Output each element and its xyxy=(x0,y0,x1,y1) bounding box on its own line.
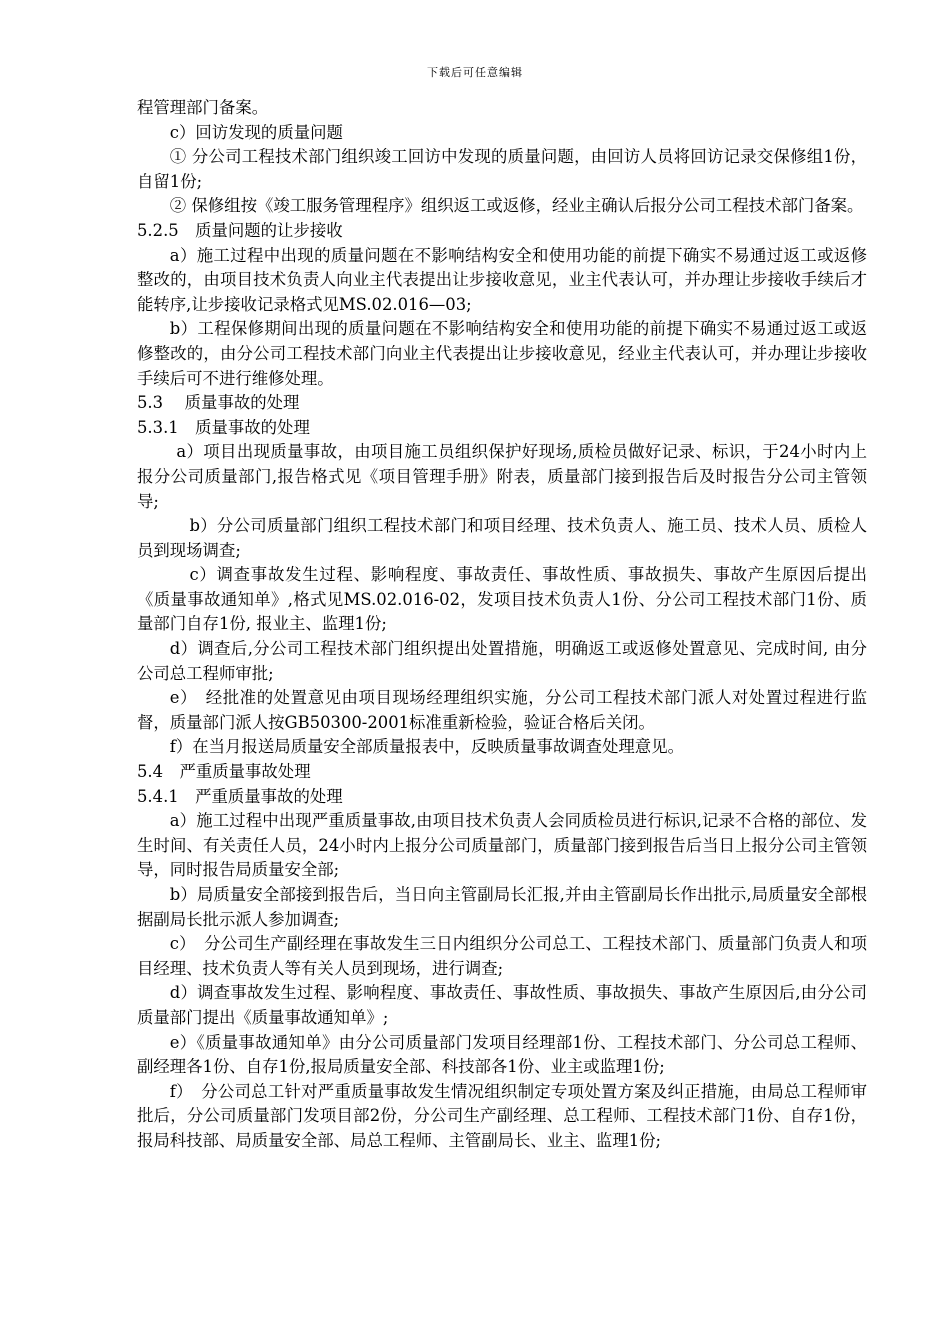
page-header: 下载后可任意编辑 xyxy=(427,66,523,79)
paragraph: b）局质量安全部接到报告后，当日向主管副局长汇报,并由主管副局长作出批示,局质量安全部根据副局长批示派人参加调查; xyxy=(137,885,867,929)
paragraph: 程管理部门备案。 xyxy=(137,98,269,117)
paragraph: d）调查事故发生过程、影响程度、事故责任、事故性质、事故损失、事故产生原因后,由分公司质量部门提出《质量事故通知单》; xyxy=(137,983,867,1027)
paragraph: d）调查后,分公司工程技术部门组织提出处置措施，明确返工或返修处置意见、完成时间, 由分公司总工程师审批; xyxy=(137,639,867,683)
paragraph: f）在当月报送局质量安全部质量报表中，反映质量事故调查处理意见。 xyxy=(169,737,684,757)
paragraph: a）施工过程中出现的质量问题在不影响结构安全和使用功能的前提下确实不易通过返工或返修整改的，由项目技术负责人向业主代表提出让步接收意见，业主代表认可，并办理让步接收手续后才能转序,让步接收记录格式见MS.02.016—03; xyxy=(137,245,867,314)
paragraph: f） 分公司总工针对严重质量事故发生情况组织制定专项处置方案及纠正措施，由局总工程师审批后，分公司质量部门发项目部2份，分公司生产副经理、总工程师、工程技术部门1份、自存1份， 报局科技部、局质量安全部、局总工程师、主管副局长、业主、监理1份; xyxy=(137,1081,867,1150)
paragraph: e）《质量事故通知单》由分公司质量部门发项目经理部1份、工程技术部门、分公司总工程师、副经理各1份、自存1份,报局质量安全部、科技部各1份、业主或监理1份; xyxy=(137,1032,867,1077)
paragraph: e） 经批准的处置意见由项目现场经理组织实施，分公司工程技术部门派人对处置过程进行监督，质量部门派人按GB50300-2001标准重新检验，验证合格后关闭。 xyxy=(137,688,867,732)
paragraph: b）工程保修期间出现的质量问题在不影响结构安全和使用功能的前提下确实不易通过返工或返修整改的，由分公司工程技术部门向业主代表提出让步接收意见，经业主代表认可，并办理让步接收手续后可不进行维修处理。 xyxy=(137,319,867,388)
section-heading: 5.3 质量事故的处理 xyxy=(137,393,300,413)
section-heading: 5.4.1 严重质量事故的处理 xyxy=(137,786,343,806)
section-heading: 5.2.5 质量问题的让步接收 xyxy=(137,220,343,240)
paragraph: c） 分公司生产副经理在事故发生三日内组织分公司总工、工程技术部门、质量部门负责人和项目经理、技术负责人等有关人员到现场，进行调查; xyxy=(137,934,867,978)
paragraph: ② 保修组按《竣工服务管理程序》组织返工或返修，经业主确认后报分公司工程技术部门备案。 xyxy=(169,196,864,216)
paragraph: a）施工过程中出现严重质量事故,由项目技术负责人会同质检员进行标识,记录不合格的部位、发生时间、有关责任人员，24小时内上报分公司质量部门，质量部门接到报告后当日上报分公司主管领导，同时报告局质量安全部; xyxy=(137,811,867,880)
paragraph: b）分公司质量部门组织工程技术部门和项目经理、技术负责人、施工员、技术人员、质检人员到现场调查; xyxy=(137,516,867,560)
paragraph: c）回访发现的质量问题 xyxy=(169,122,343,142)
section-heading: 5.3.1 质量事故的处理 xyxy=(137,417,310,437)
section-heading: 5.4 严重质量事故处理 xyxy=(137,762,311,782)
paragraph: c）调查事故发生过程、影响程度、事故责任、事故性质、事故损失、事故产生原因后提出《质量事故通知单》,格式见MS.02.016-02，发项目技术负责人1份、分公司工程技术部门1份、质量部门自存1份, 报业主、监理1份; xyxy=(137,565,867,634)
paragraph: ① 分公司工程技术部门组织竣工回访中发现的质量问题，由回访人员将回访记录交保修组1份，自留1份; xyxy=(137,147,867,191)
paragraph: a）项目出现质量事故，由项目施工员组织保护好现场,质检员做好记录、标识，于24小时内上报分公司质量部门,报告格式见《项目管理手册》附表，质量部门接到报告后及时报告分公司主管领导; xyxy=(137,442,867,511)
document-body xyxy=(137,96,867,1154)
